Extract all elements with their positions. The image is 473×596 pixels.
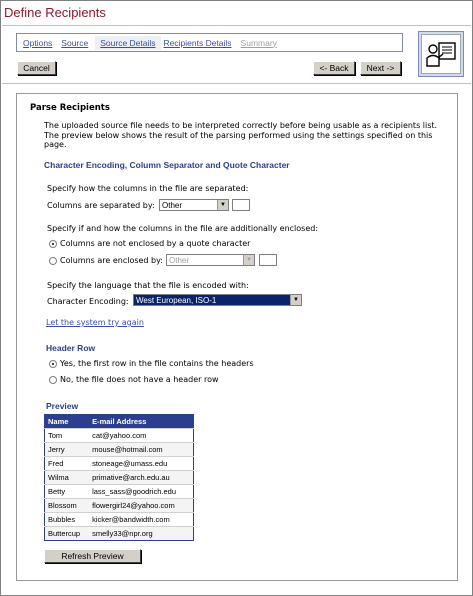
chevron-down-icon: ▼ <box>243 255 254 265</box>
encoding-select-value: West European, ISO-1 <box>136 295 217 305</box>
not-enclosed-label: Columns are not enclosed by a quote character <box>60 239 251 248</box>
cell-name: Wilma <box>45 471 90 485</box>
language-prompt: Specify the language that the file is encoded with: <box>47 281 249 290</box>
not-enclosed-radio[interactable] <box>49 240 57 248</box>
table-row <box>45 513 194 527</box>
preview-heading: Preview <box>46 401 79 411</box>
separator-select-value: Other <box>162 200 183 210</box>
title-divider <box>2 25 471 26</box>
cell-email: cat@yahoo.com <box>89 429 193 443</box>
separator-prompt: Specify how the columns in the file are separated: <box>47 184 249 193</box>
enclosed-custom-input[interactable] <box>259 254 277 266</box>
enclosed-prompt: Specify if and how the columns in the file are additionally enclosed: <box>47 224 319 233</box>
toolbar-divider <box>2 83 471 84</box>
page-title: Define Recipients <box>4 5 106 20</box>
enclosed-label: Columns are enclosed by: <box>60 256 163 265</box>
wizard-steps <box>16 33 403 52</box>
header-yes-label: Yes, the first row in the file contains the headers <box>60 359 254 368</box>
cell-email: mouse@hotmail.com <box>89 443 193 457</box>
separator-select[interactable] <box>159 199 229 211</box>
preview-table <box>44 414 194 541</box>
parse-panel <box>16 93 458 581</box>
cell-email: primative@arch.edu.au <box>89 471 193 485</box>
back-button[interactable]: <- Back <box>313 61 355 75</box>
auto-detect-link[interactable]: Let the system try again <box>46 318 144 327</box>
table-row <box>45 471 194 485</box>
parse-heading: Parse Recipients <box>30 103 110 113</box>
cell-name: Tom <box>45 429 90 443</box>
separator-custom-input[interactable] <box>232 199 250 211</box>
cell-email: smelly33@npr.org <box>89 527 193 541</box>
cell-email: kicker@bandwidth.com <box>89 513 193 527</box>
chevron-down-icon: ▼ <box>217 200 228 210</box>
cell-name: Betty <box>45 485 90 499</box>
column-header-name: Name <box>45 415 90 429</box>
header-yes-radio[interactable] <box>49 360 57 368</box>
table-row <box>45 485 194 499</box>
wizard-icon-frame <box>418 31 464 77</box>
cell-name: Blossom <box>45 499 90 513</box>
cancel-button[interactable]: Cancel <box>17 61 56 75</box>
table-row <box>45 443 194 457</box>
tab-source-details[interactable]: Source Details <box>95 36 160 50</box>
separator-label: Columns are separated by: <box>47 201 155 210</box>
table-row <box>45 499 194 513</box>
header-no-radio[interactable] <box>49 376 57 384</box>
cell-name: Fred <box>45 457 90 471</box>
refresh-preview-button[interactable]: Refresh Preview <box>44 549 141 563</box>
cell-email: stoneage@umass.edu <box>89 457 193 471</box>
enclosed-select <box>166 254 255 266</box>
cell-name: Bubbles <box>45 513 90 527</box>
preview-header-row <box>45 415 194 429</box>
table-row <box>45 457 194 471</box>
tab-options[interactable]: Options <box>23 37 53 48</box>
header-no-label: No, the file does not have a header row <box>60 375 219 384</box>
cell-name: Buttercup <box>45 527 90 541</box>
parse-intro: The uploaded source file needs to be interpreted correctly before being usable as a recipients list. The preview below shows the result of the parsing performed using the settings specified on this page. <box>44 121 438 149</box>
enclosed-select-value: Other <box>169 255 190 265</box>
tab-source[interactable]: Source <box>61 37 89 48</box>
cell-name: Jerry <box>45 443 90 457</box>
cell-email: flowergirl24@yahoo.com <box>89 499 193 513</box>
table-row <box>45 429 194 443</box>
tab-summary: Summary <box>240 37 277 48</box>
encoding-heading: Character Encoding, Column Separator and Quote Character <box>44 160 290 170</box>
encoding-select[interactable] <box>133 294 302 306</box>
chevron-down-icon: ▼ <box>290 295 301 305</box>
enclosed-radio[interactable] <box>49 257 57 265</box>
table-row <box>45 527 194 541</box>
next-button[interactable]: Next -> <box>360 61 401 75</box>
person-with-board-icon <box>421 34 461 74</box>
encoding-label: Character Encoding: <box>47 297 129 306</box>
tab-recipients-details[interactable]: Recipients Details <box>163 37 232 48</box>
column-header-email: E-mail Address <box>89 415 193 429</box>
cell-email: lass_sass@goodrich.edu <box>89 485 193 499</box>
header-row-heading: Header Row <box>46 343 96 353</box>
